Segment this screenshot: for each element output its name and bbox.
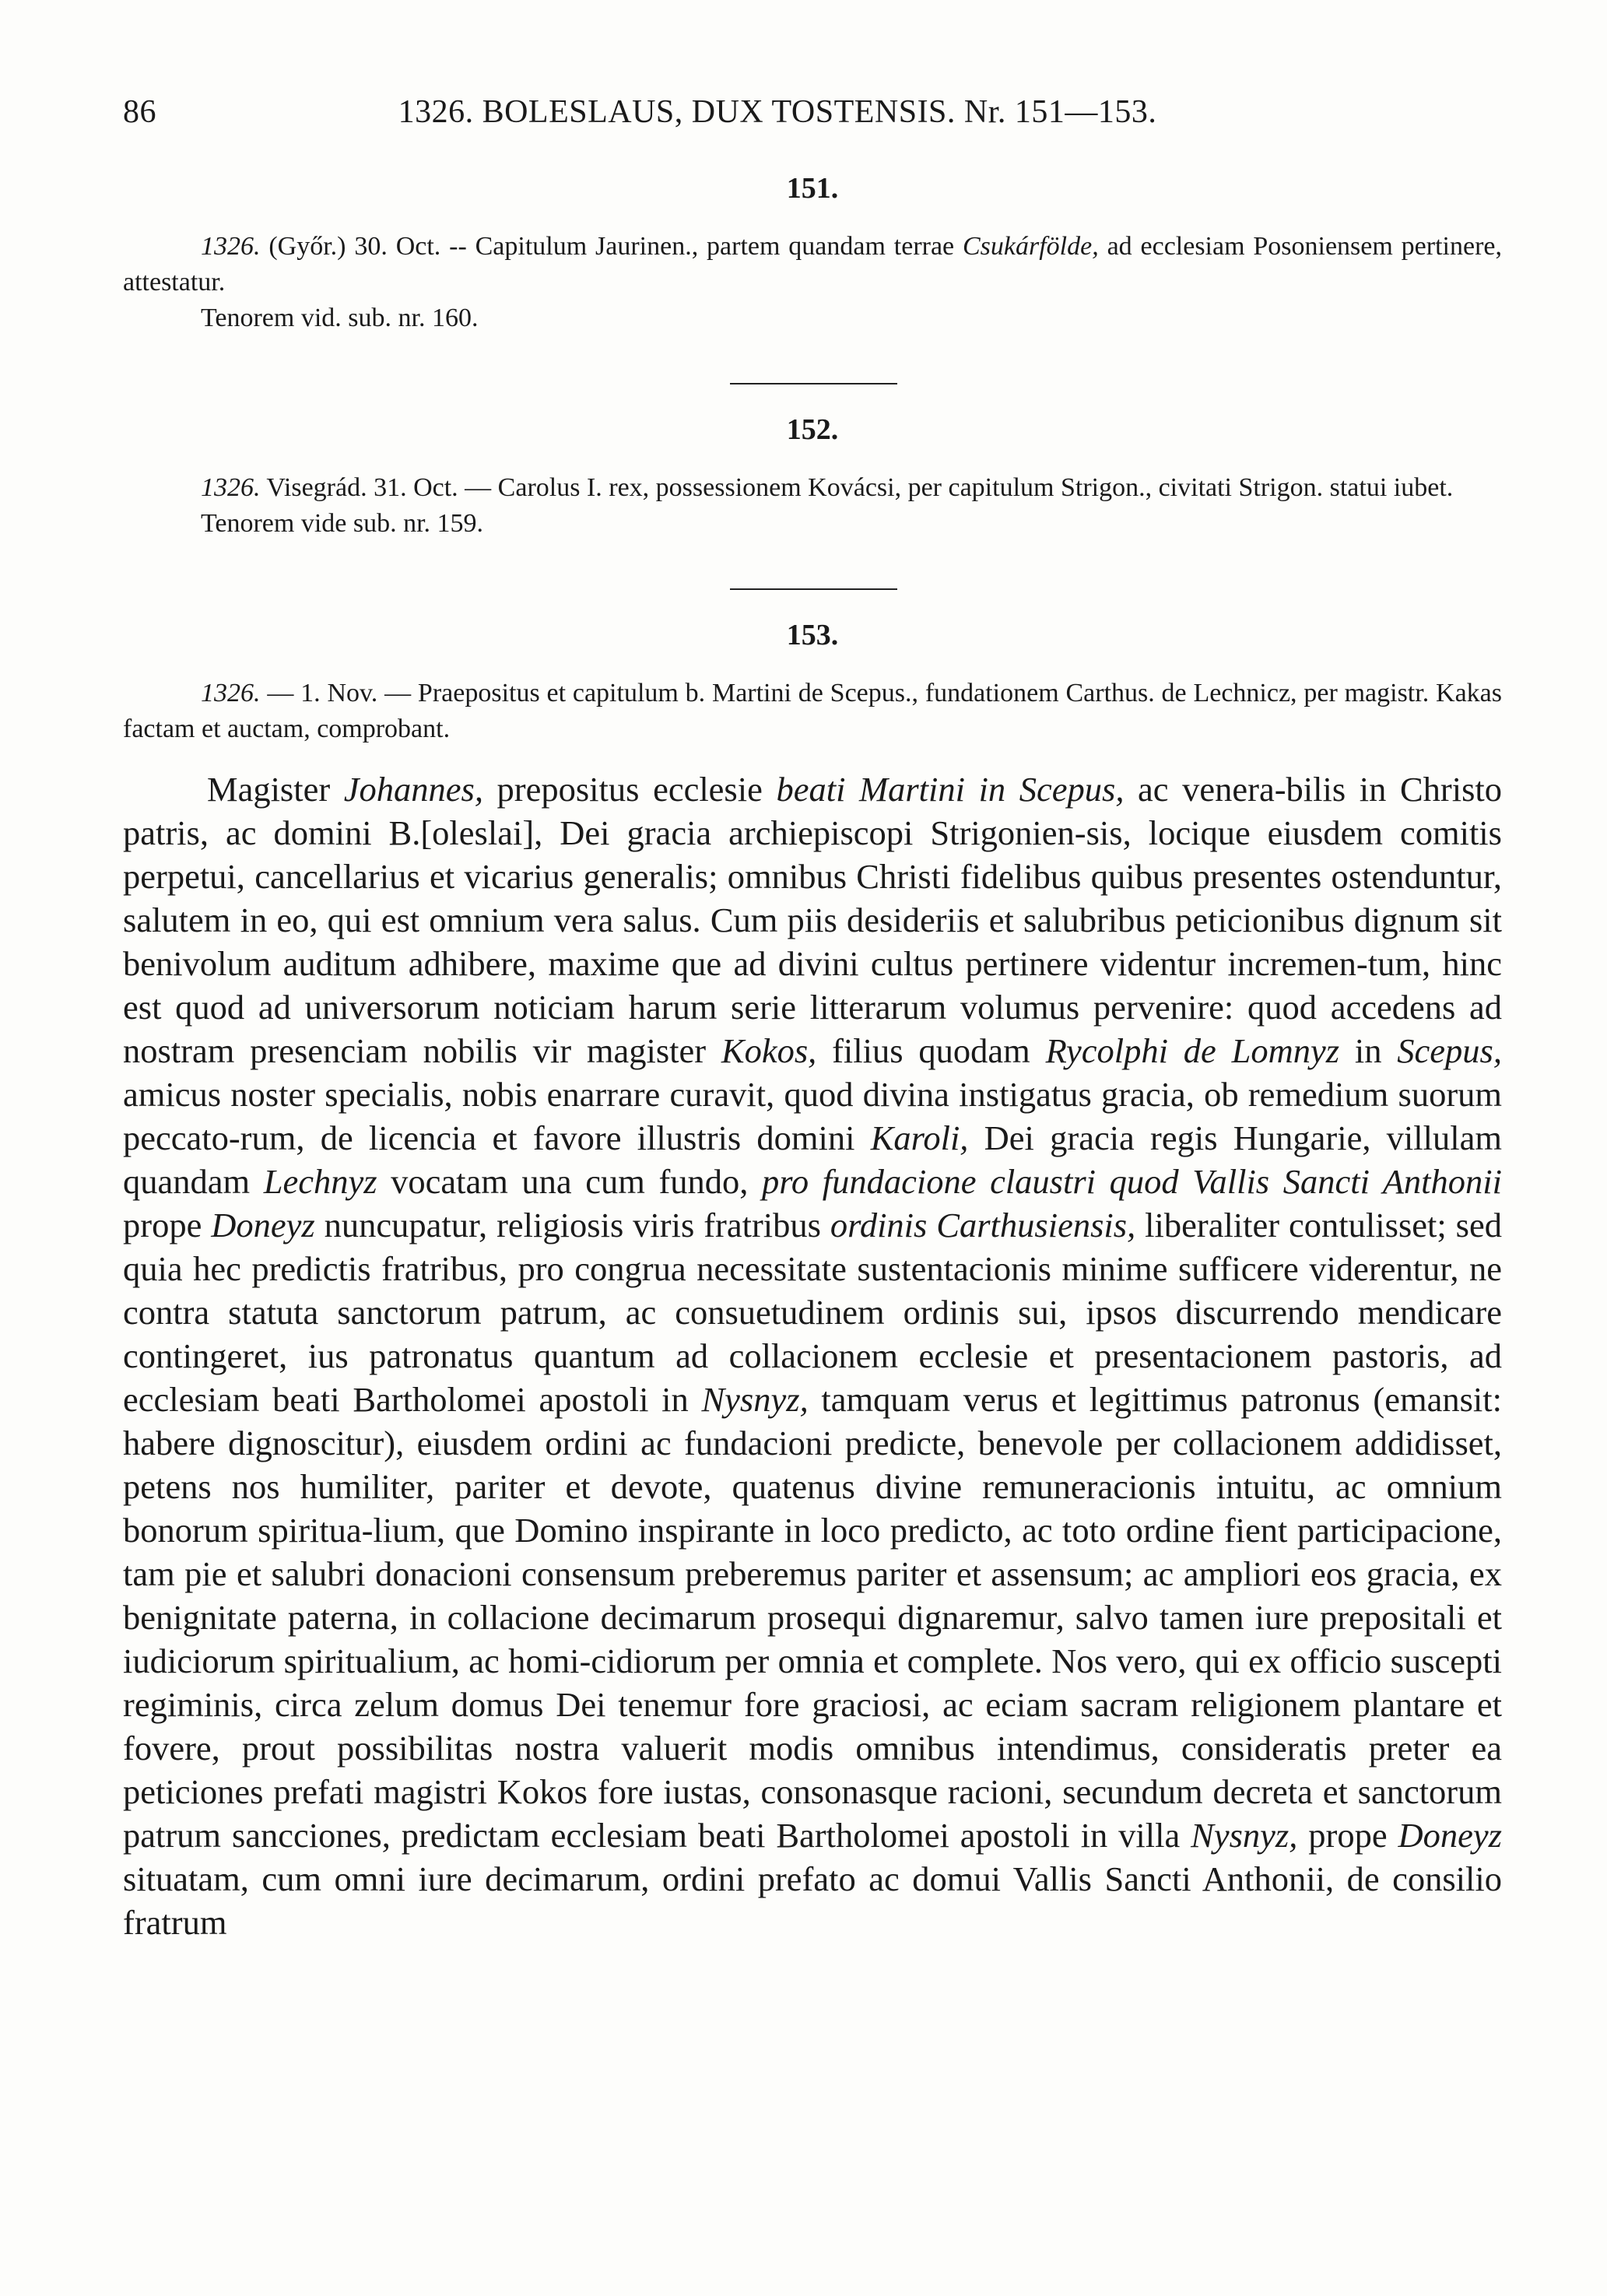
regest-text: (Győr.) 30. Oct. -- Capitulum Jaurinen., partem quandam terrae	[260, 232, 963, 261]
italic-name-run: Nysnyz,	[701, 1380, 809, 1419]
italic-name-run: Doneyz	[211, 1206, 315, 1245]
regest-text: Visegrád. 31. Oct. — Carolus I. rex, possessionem Kovácsi, per capitulum Strigon., civitati Strigon. statui iubet.	[260, 473, 1454, 502]
italic-name-run: Johannes,	[343, 770, 483, 809]
charter-text	[123, 767, 1502, 1944]
text-run: amicus noster specialis, nobis enarrare curavit, quod divina instigatus gracia, ob remedium suorum peccato-rum, de licencia et favore illustris domini	[123, 1075, 1502, 1157]
regest-date: 1326.	[201, 232, 261, 261]
text-run: nuncupatur, religiosis viris fratribus	[314, 1206, 830, 1245]
text-run: liberaliter contulisset; sed quia hec predictis fratribus, pro congrua necessitate sustentacionis minime sufficere viderentur, ne contra statuta sanctorum patrum, ac consuetudinem ordinis sui, ipsos discurrendo mendicare contingeret, ius patronatus quantum ad collacionem ecclesie et presentacionem pastoris, ad ecclesiam beati Bartholomei apostoli in	[123, 1206, 1502, 1419]
italic-name-run: ordinis Carthusiensis,	[830, 1206, 1136, 1245]
italic-name-run: Scepus,	[1397, 1031, 1502, 1070]
regest-date: 1326.	[201, 473, 261, 502]
italic-name-run: pro fundacione claustri quod Vallis Sancti Anthonii	[762, 1162, 1502, 1201]
page	[123, 93, 1502, 1944]
regest-152	[123, 470, 1502, 506]
running-title: 1326. BOLESLAUS, DUX TOSTENSIS. Nr. 151—153.	[398, 94, 1157, 130]
text-run: Dei gracia regis Hungarie, villulam quandam	[123, 1118, 1502, 1201]
section-divider	[730, 588, 897, 590]
italic-name-run: Doneyz	[1398, 1816, 1502, 1855]
text-run: tamquam verus et legittimus patronus (emansit: habere dignoscitur), eiusdem ordini ac fundacioni predicte, benevole per collacionem addidisset, petens nos humiliter, pariter et devote, quatenus divine remuneracionis intuitu, ac omnium bonorum spiritua-lium, que Domino inspirante in loco predicto, ac toto ordine fient participacione, tam pie et salubri donacioni consensum preberemus pariter et assensum; ac ampliori eos gracia, ex benignitate paterna, in collacione decimarum prosequi dignaremur, salvo tamen iure prepositali et iudiciorum spiritualium, ac homi-cidiorum per omnia et complete. Nos vero, qui ex officio suscepti regiminis, circa zelum domus Dei tenemur fore graciosi, ac eciam sacram religionem plantare et fovere, prout possibilitas nostra valuerit modis omnibus intendimus, consideratis preter ea peticiones prefati magistri Kokos fore iustas, consonasque racioni, secundum decreta et sanctorum patrum sancciones, predictam ecclesiam beati Bartholomei apostoli in villa	[123, 1380, 1502, 1855]
text-run: in	[1339, 1031, 1398, 1070]
text-run: filius quodam	[816, 1031, 1046, 1070]
section-divider	[730, 383, 897, 384]
italic-name-run: Kokos,	[721, 1031, 817, 1070]
text-run: prope	[123, 1206, 212, 1245]
italic-name-run: beati Martini in Scepus,	[776, 770, 1125, 809]
entry-number-151: 151.	[786, 172, 839, 205]
regest-151	[123, 229, 1502, 300]
text-run: Magister	[207, 770, 344, 809]
italic-name-run: Nysnyz,	[1191, 1816, 1298, 1855]
text-run: prepositus ecclesie	[482, 770, 777, 809]
tenorem-reference-151: Tenorem vid. sub. nr. 160.	[201, 304, 479, 332]
italic-name-run: Karoli,	[870, 1118, 969, 1157]
entry-number-153: 153.	[786, 619, 839, 651]
tenorem-reference-152: Tenorem vide sub. nr. 159.	[201, 509, 484, 538]
page-number: 86	[123, 94, 156, 130]
text-run: ac venera-bilis in Christo patris, ac domini B.[oleslai], Dei gracia archiepiscopi Strigonien-sis, locique eiusdem comitis perpetui, cancellarius et vicarius generalis; omnibus Christi fidelibus quibus presentes ostenduntur, salutem in eo, qui est omnium vera salus. Cum piis desideriis et salubribus peticionibus dignum sit benivolum auditum adhibere, maxime que ad divini cultus pertinere videntur incremen-tum, hinc est quod ad universorum noticiam harum serie litterarum volumus pervenire: quod accedens ad nostram presenciam nobilis vir magister	[123, 770, 1503, 1070]
regest-153	[123, 676, 1502, 747]
italic-name-run: Lechnyz	[263, 1162, 377, 1201]
text-run: situatam, cum omni iure decimarum, ordini prefato ac domui Vallis Sancti Anthonii, de consilio fratrum	[123, 1859, 1502, 1942]
regest-date: 1326.	[201, 679, 261, 707]
running-head	[123, 93, 1502, 143]
regest-text: — 1. Nov. — Praepositus et capitulum b. Martini de Scepus., fundationem Carthus. de Lechnicz, per magistr. Kakas factam et auctam, comprobant.	[123, 679, 1502, 743]
entry-number-152: 152.	[786, 413, 839, 446]
italic-name-run: Rycolphi de Lomnyz	[1045, 1031, 1340, 1070]
regest-place-name: Csukárfölde,	[963, 232, 1099, 261]
text-run: prope	[1297, 1816, 1398, 1855]
text-run: vocatam una cum fundo,	[377, 1162, 762, 1201]
regest-text-tail: ad ecclesiam Posoniensem pertinere, attestatur.	[123, 232, 1502, 297]
